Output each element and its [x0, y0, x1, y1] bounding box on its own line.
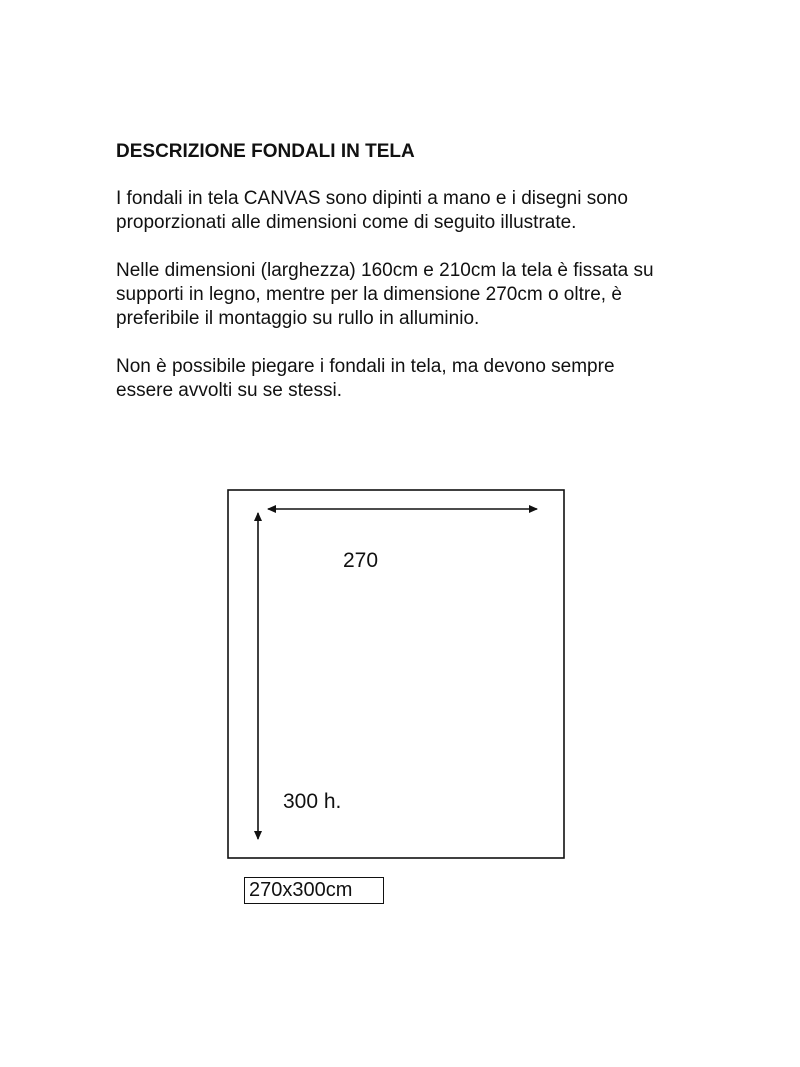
paragraph-line: supporti in legno, mentre per la dimensione 270cm o oltre, è — [116, 284, 622, 305]
height-label: 300 h. — [283, 790, 342, 813]
document-title: DESCRIZIONE FONDALI IN TELA — [116, 141, 415, 162]
paragraph-line: essere avvolti su se stessi. — [116, 380, 342, 401]
paragraph-line: I fondali in tela CANVAS sono dipinti a mano e i disegni sono — [116, 188, 628, 209]
paragraph-line: Nelle dimensioni (larghezza) 160cm e 210cm la tela è fissata su — [116, 260, 654, 281]
backdrop-outline — [228, 490, 564, 858]
width-label: 270 — [343, 549, 379, 572]
paragraph-line: proporzionati alle dimensioni come di seguito illustrate. — [116, 212, 577, 233]
size-caption: 270x300cm — [244, 877, 384, 904]
paragraph-line: preferibile il montaggio su rullo in alluminio. — [116, 308, 480, 329]
paragraph-line: Non è possibile piegare i fondali in tela, ma devono sempre — [116, 356, 615, 377]
